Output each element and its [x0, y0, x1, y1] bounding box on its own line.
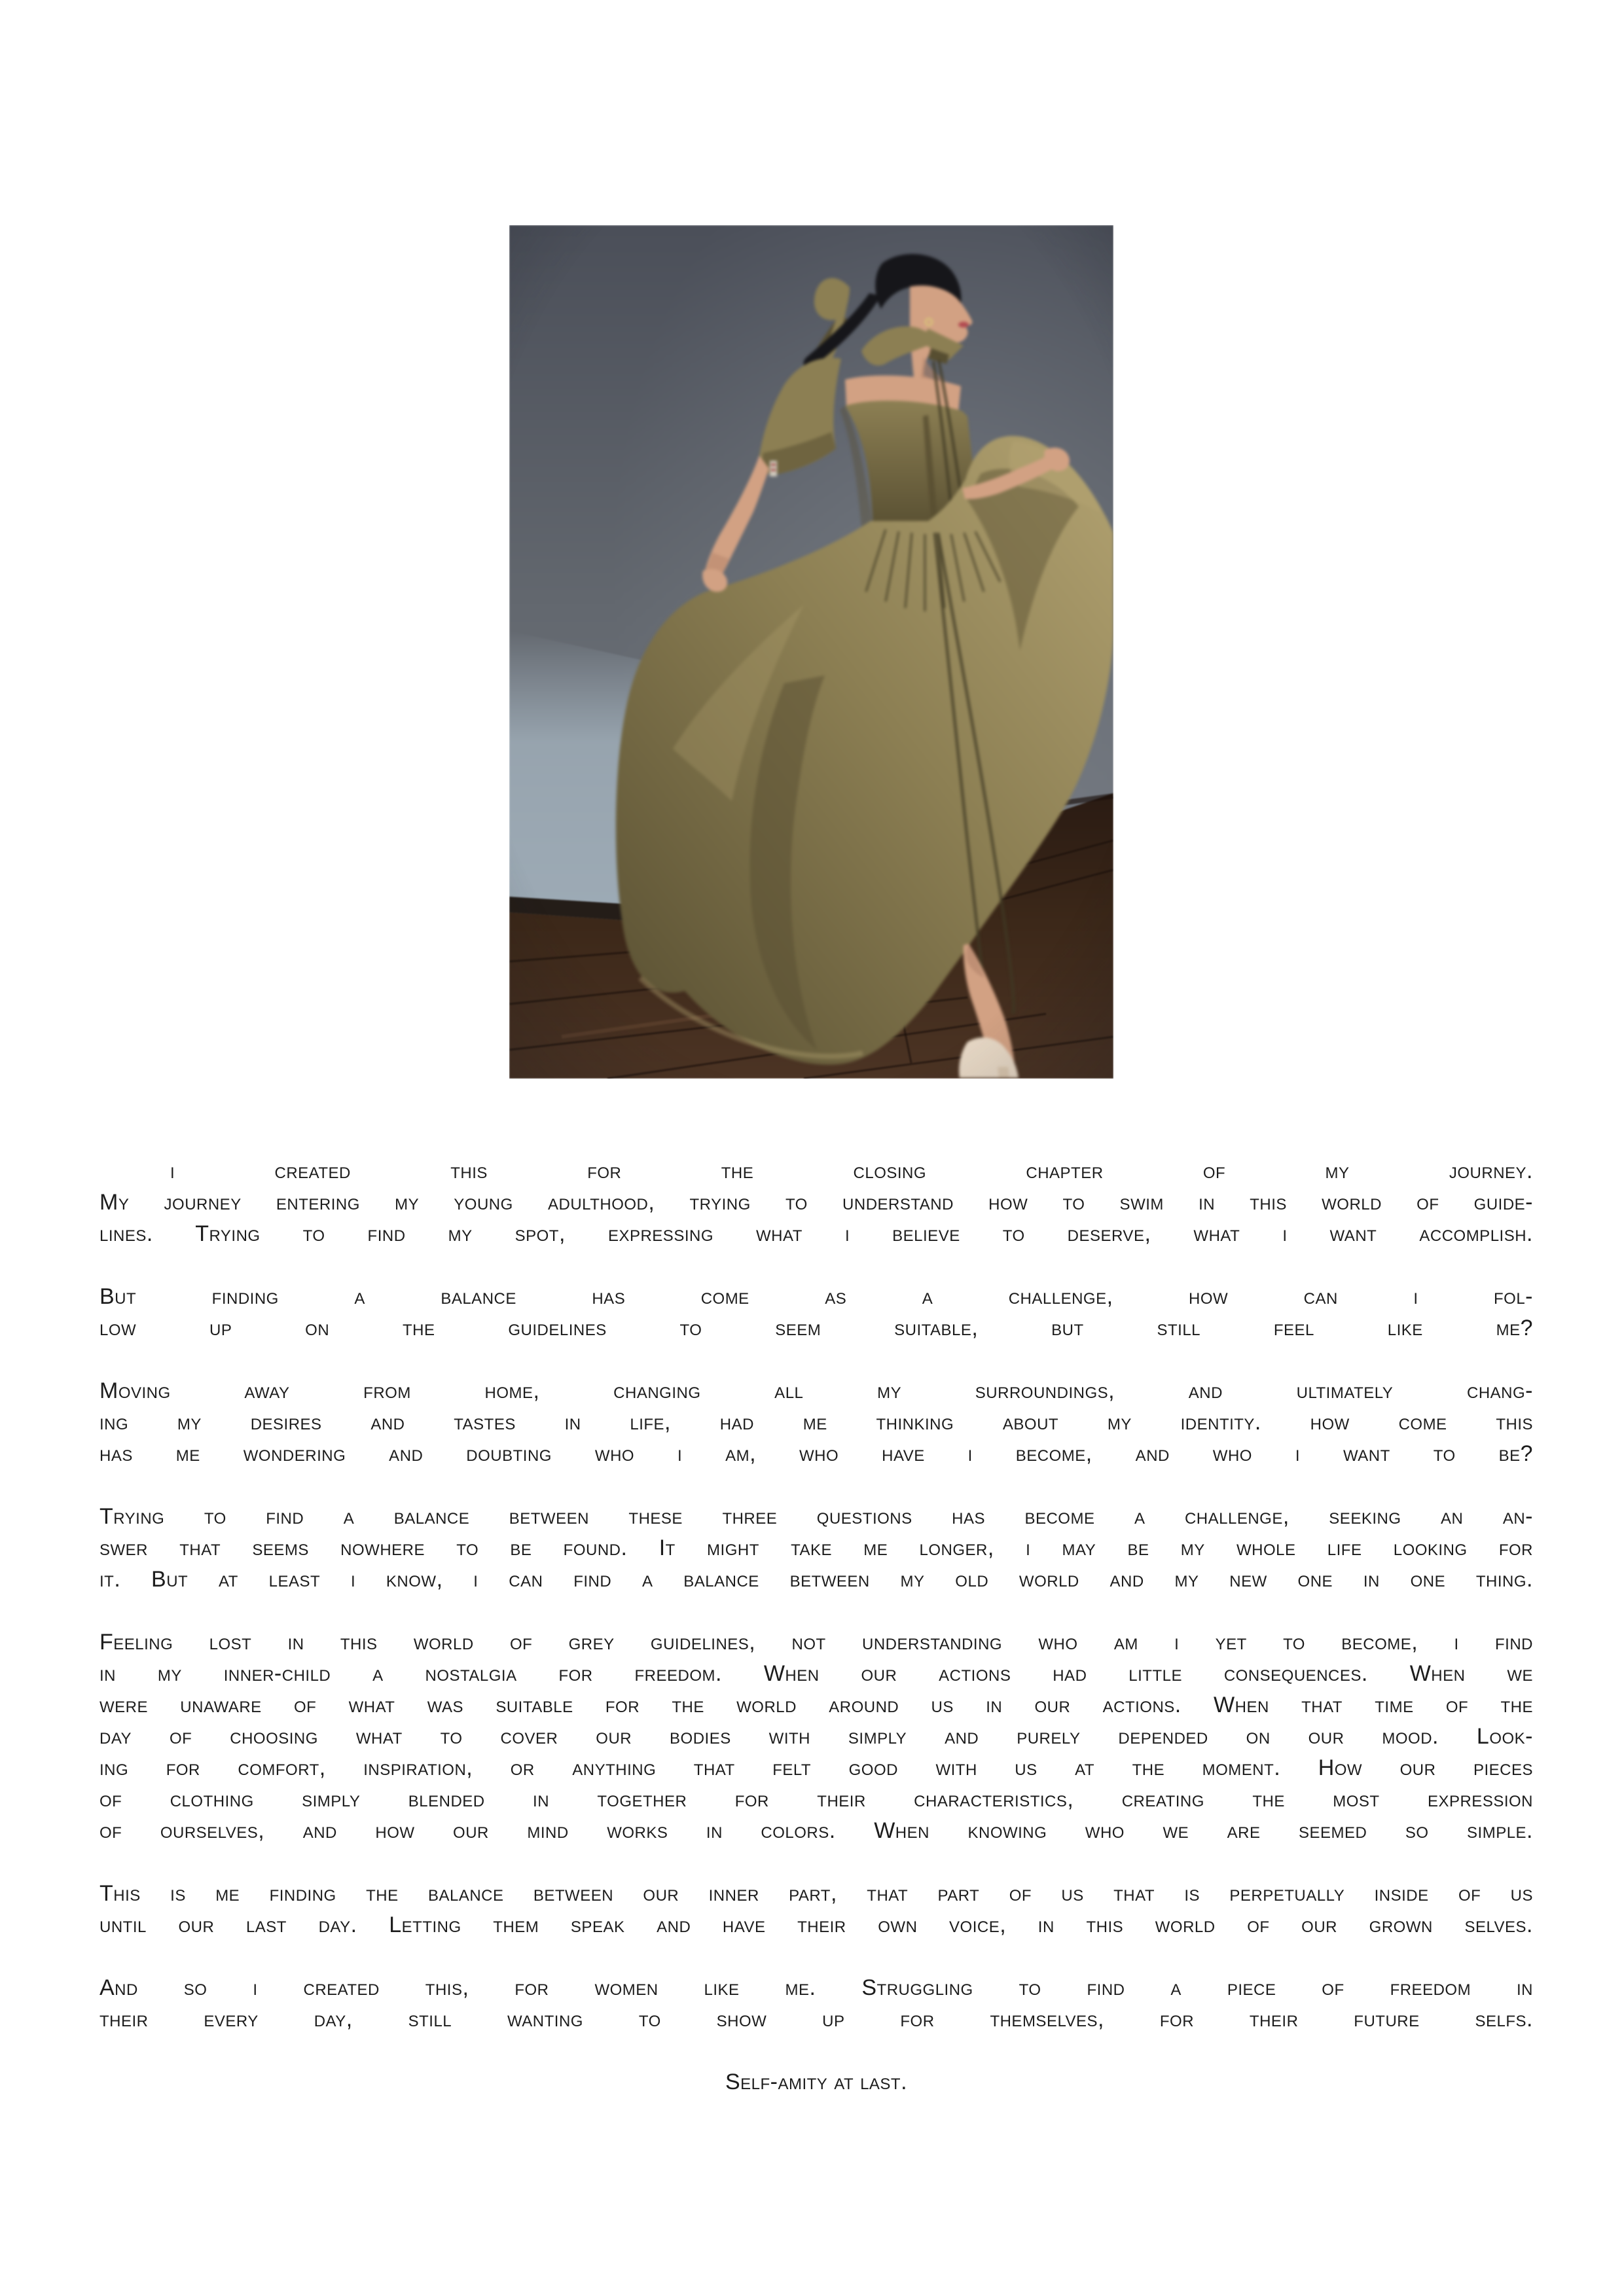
essay-line: Trying to find a balance between these three questions has become a challenge, seeking an an- [99, 1504, 1533, 1529]
essay-line: i created this for the closing chapter of my journey. [170, 1158, 1533, 1183]
essay-line: day of choosing what to cover our bodies with simply and purely depended on our mood. Look- [99, 1724, 1533, 1749]
essay-line: ing my desires and tastes in life, had me thinking about my identity. how come this [99, 1410, 1533, 1435]
essay-line: Moving away from home, changing all my surroundings, and ultimately chang- [99, 1378, 1533, 1403]
lookbook-photo [509, 225, 1113, 1079]
essay-line: My journey entering my young adulthood, trying to understand how to swim in this world of guide- [99, 1190, 1533, 1215]
essay-line: of clothing simply blended in together for their characteristics, creating the most expression [99, 1787, 1533, 1812]
essay-paragraph [99, 1878, 1533, 1941]
essay-line: lines. Trying to find my spot, expressing what i believe to deserve, what i want accomplish. [99, 1221, 1533, 1246]
essay-line: were unaware of what was suitable for the world around us in our actions. When that time of the [99, 1693, 1533, 1717]
essay-line: This is me finding the balance between our inner part, that part of us that is perpetually inside of us [99, 1881, 1533, 1906]
closing-line: Self-amity at last. [725, 2070, 908, 2094]
essay-line: low up on the guidelines to seem suitable, but still feel like me? [99, 1316, 1534, 1340]
essay-paragraph [99, 1375, 1533, 1469]
essay-line: swer that seems nowhere to be found. It might take me longer, i may be my whole life looking for [99, 1535, 1533, 1560]
essay-line: has me wondering and doubting who i am, who have i become, and who i want to be? [99, 1441, 1533, 1466]
essay-line: it. But at least i know, i can find a balance between my old world and my new one in one thing. [99, 1567, 1533, 1592]
essay-text [99, 1155, 1533, 2098]
essay-paragraph [99, 1501, 1533, 1595]
photo-illustration [509, 225, 1113, 1079]
essay-line: Feeling lost in this world of grey guidelines, not understanding who am i yet to become, i find [99, 1630, 1533, 1655]
essay-paragraph [99, 1626, 1533, 1846]
essay-paragraph [99, 1972, 1533, 2035]
essay-line: ing for comfort, inspiration, or anything that felt good with us at the moment. How our pieces [99, 1755, 1533, 1780]
essay-paragraph [99, 1281, 1533, 1344]
essay-line: And so i created this, for women like me. Struggling to find a piece of freedom in [99, 1975, 1533, 2000]
essay-line: until our last day. Letting them speak and have their own voice, in this world of our grown selves. [99, 1912, 1533, 1937]
photo-vignette [509, 225, 1113, 1079]
essay-line: in my inner-child a nostalgia for freedom. When our actions had little consequences. When we [99, 1661, 1533, 1686]
essay-paragraph [99, 1155, 1533, 1249]
essay-line: But finding a balance has come as a challenge, how can i fol- [99, 1284, 1533, 1309]
essay-line: their every day, still wanting to show up for themselves, for their future selfs. [99, 2007, 1534, 2032]
essay-line: of ourselves, and how our mind works in colors. When knowing who we are seemed so simple. [99, 1818, 1533, 1843]
